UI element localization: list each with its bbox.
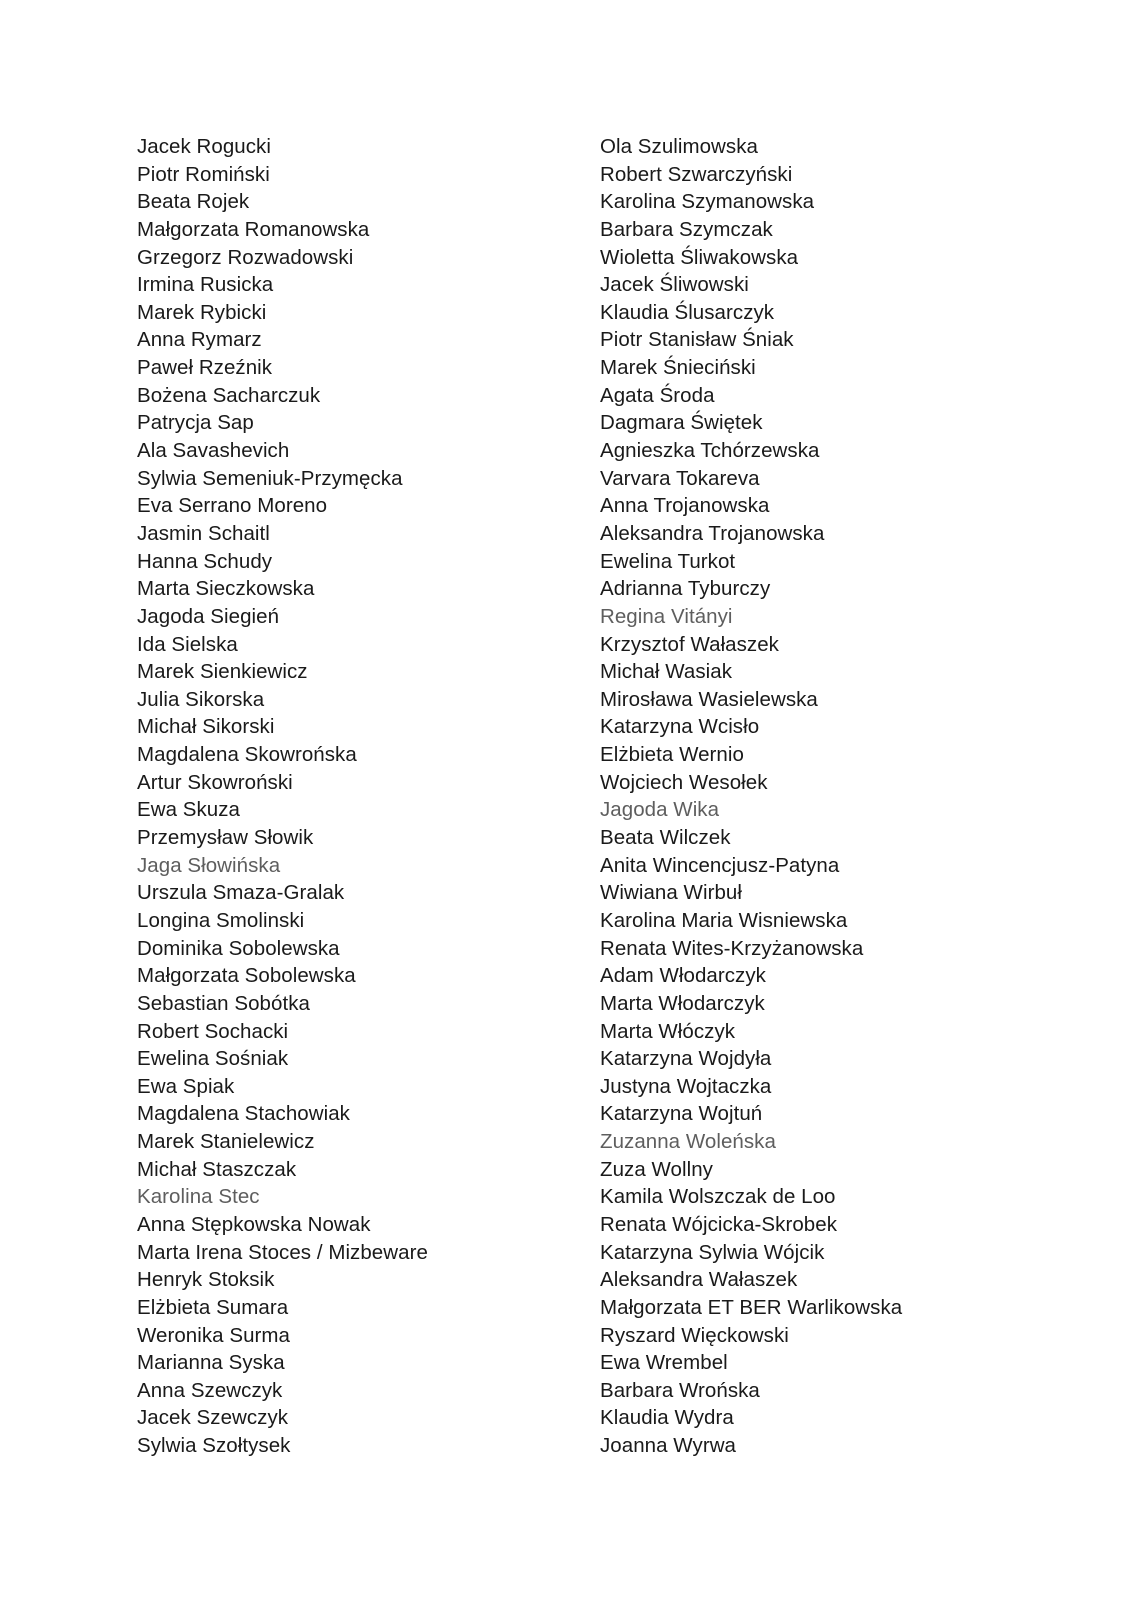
list-item: Aleksandra Wałaszek — [600, 1268, 798, 1292]
list-item: Marek Rybicki — [137, 300, 267, 324]
list-item: Hanna Schudy — [137, 549, 273, 573]
list-item: Agnieszka Tchórzewska — [600, 439, 820, 463]
list-item: Mirosława Wasielewska — [600, 687, 818, 711]
list-item: Katarzyna Wojtuń — [600, 1102, 763, 1126]
list-item: Sylwia Szołtysek — [137, 1434, 291, 1458]
list-item: Beata Wilczek — [600, 826, 731, 850]
list-item: Varvara Tokareva — [600, 466, 760, 490]
list-item: Henryk Stoksik — [137, 1268, 275, 1292]
list-item: Marta Sieczkowska — [137, 577, 315, 601]
list-item: Robert Sochacki — [137, 1019, 289, 1043]
list-item: Piotr Stanisław Śniak — [600, 328, 794, 352]
list-item: Michał Sikorski — [137, 715, 275, 739]
list-item: Zuza Wollny — [600, 1157, 713, 1181]
list-item: Anna Stępkowska Nowak — [137, 1212, 371, 1236]
list-item: Anna Szewczyk — [137, 1378, 283, 1402]
list-item: Jaga Słowińska — [137, 853, 281, 877]
list-item: Bożena Sacharczuk — [137, 383, 321, 407]
list-item: Dagmara Świętek — [600, 411, 763, 435]
list-item: Katarzyna Wcisło — [600, 715, 760, 739]
list-item: Barbara Wrońska — [600, 1378, 760, 1402]
list-item: Julia Sikorska — [137, 687, 265, 711]
list-item: Paweł Rzeźnik — [137, 356, 273, 380]
list-item: Anna Rymarz — [137, 328, 262, 352]
list-item: Wioletta Śliwakowska — [600, 245, 799, 269]
names-list-right — [600, 133, 1080, 1460]
list-item: Małgorzata Sobolewska — [137, 964, 356, 988]
list-item: Artur Skowroński — [137, 770, 293, 794]
list-item: Jacek Szewczyk — [137, 1406, 289, 1430]
list-item: Jagoda Siegień — [137, 604, 280, 628]
list-item: Marek Sienkiewicz — [137, 660, 308, 684]
list-item: Katarzyna Sylwia Wójcik — [600, 1240, 825, 1264]
list-item: Ala Savashevich — [137, 439, 290, 463]
list-item: Agata Środa — [600, 383, 715, 407]
list-item: Karolina Maria Wisniewska — [600, 908, 848, 932]
list-item: Małgorzata ET BER Warlikowska — [600, 1295, 903, 1319]
list-item: Jacek Rogucki — [137, 135, 271, 158]
list-item: Joanna Wyrwa — [600, 1434, 737, 1458]
list-item: Michał Wasiak — [600, 660, 733, 684]
list-item: Sebastian Sobótka — [137, 991, 310, 1015]
list-item: Ewelina Turkot — [600, 549, 736, 573]
list-item: Zuzanna Woleńska — [600, 1130, 776, 1154]
list-item: Magdalena Stachowiak — [137, 1102, 350, 1126]
list-item: Regina Vitányi — [600, 604, 733, 628]
list-item: Marianna Syska — [137, 1351, 285, 1375]
list-item: Eva Serrano Moreno — [137, 494, 328, 518]
list-item: Beata Rojek — [137, 190, 250, 214]
list-item: Dominika Sobolewska — [137, 936, 340, 960]
list-item: Małgorzata Romanowska — [137, 217, 370, 241]
list-item: Renata Wójcicka-Skrobek — [600, 1212, 837, 1236]
list-item: Ewelina Sośniak — [137, 1047, 289, 1071]
list-item: Ida Sielska — [137, 632, 238, 656]
list-item: Irmina Rusicka — [137, 273, 274, 297]
list-item: Katarzyna Wojdyła — [600, 1047, 772, 1071]
list-item: Anna Trojanowska — [600, 494, 770, 518]
list-item: Klaudia Wydra — [600, 1406, 734, 1430]
list-item: Grzegorz Rozwadowski — [137, 245, 354, 269]
list-item: Marta Włóczyk — [600, 1019, 736, 1043]
list-item: Michał Staszczak — [137, 1157, 297, 1181]
list-item: Marta Irena Stoces / Mizbeware — [137, 1240, 428, 1264]
list-item: Jacek Śliwowski — [600, 273, 749, 297]
list-item: Aleksandra Trojanowska — [600, 521, 825, 545]
list-item: Anita Wincencjusz-Patyna — [600, 853, 840, 877]
list-item: Ewa Skuza — [137, 798, 240, 822]
list-item: Renata Wites-Krzyżanowska — [600, 936, 864, 960]
list-item: Kamila Wolszczak de Loo — [600, 1185, 836, 1209]
list-item: Ryszard Więckowski — [600, 1323, 789, 1347]
list-item: Krzysztof Wałaszek — [600, 632, 779, 656]
list-item: Weronika Surma — [137, 1323, 290, 1347]
list-item: Barbara Szymczak — [600, 217, 773, 241]
list-item: Patrycja Sap — [137, 411, 254, 435]
list-item: Adam Włodarczyk — [600, 964, 766, 988]
list-item: Jasmin Schaitl — [137, 521, 270, 545]
list-item: Piotr Romiński — [137, 162, 270, 186]
list-item: Robert Szwarczyński — [600, 162, 793, 186]
list-item: Karolina Szymanowska — [600, 190, 815, 214]
list-item: Wiwiana Wirbuł — [600, 881, 742, 905]
list-item: Przemysław Słowik — [137, 826, 314, 850]
list-item: Jagoda Wika — [600, 798, 720, 822]
list-item: Marta Włodarczyk — [600, 991, 765, 1015]
list-item: Justyna Wojtaczka — [600, 1074, 772, 1098]
list-item: Ewa Wrembel — [600, 1351, 728, 1375]
list-item: Ola Szulimowska — [600, 135, 758, 158]
list-item: Elżbieta Sumara — [137, 1295, 289, 1319]
list-item: Marek Śnieciński — [600, 356, 756, 380]
names-list-left — [137, 133, 567, 1460]
list-item: Adrianna Tyburczy — [600, 577, 771, 601]
list-item: Longina Smolinski — [137, 908, 305, 932]
list-item: Magdalena Skowrońska — [137, 743, 357, 767]
list-item: Klaudia Ślusarczyk — [600, 300, 775, 324]
list-item: Ewa Spiak — [137, 1074, 235, 1098]
list-item: Sylwia Semeniuk-Przymęcka — [137, 466, 403, 490]
list-item: Marek Stanielewicz — [137, 1130, 315, 1154]
list-item: Wojciech Wesołek — [600, 770, 768, 794]
list-item: Karolina Stec — [137, 1185, 260, 1209]
list-item: Urszula Smaza-Gralak — [137, 881, 345, 905]
list-item: Elżbieta Wernio — [600, 743, 744, 767]
